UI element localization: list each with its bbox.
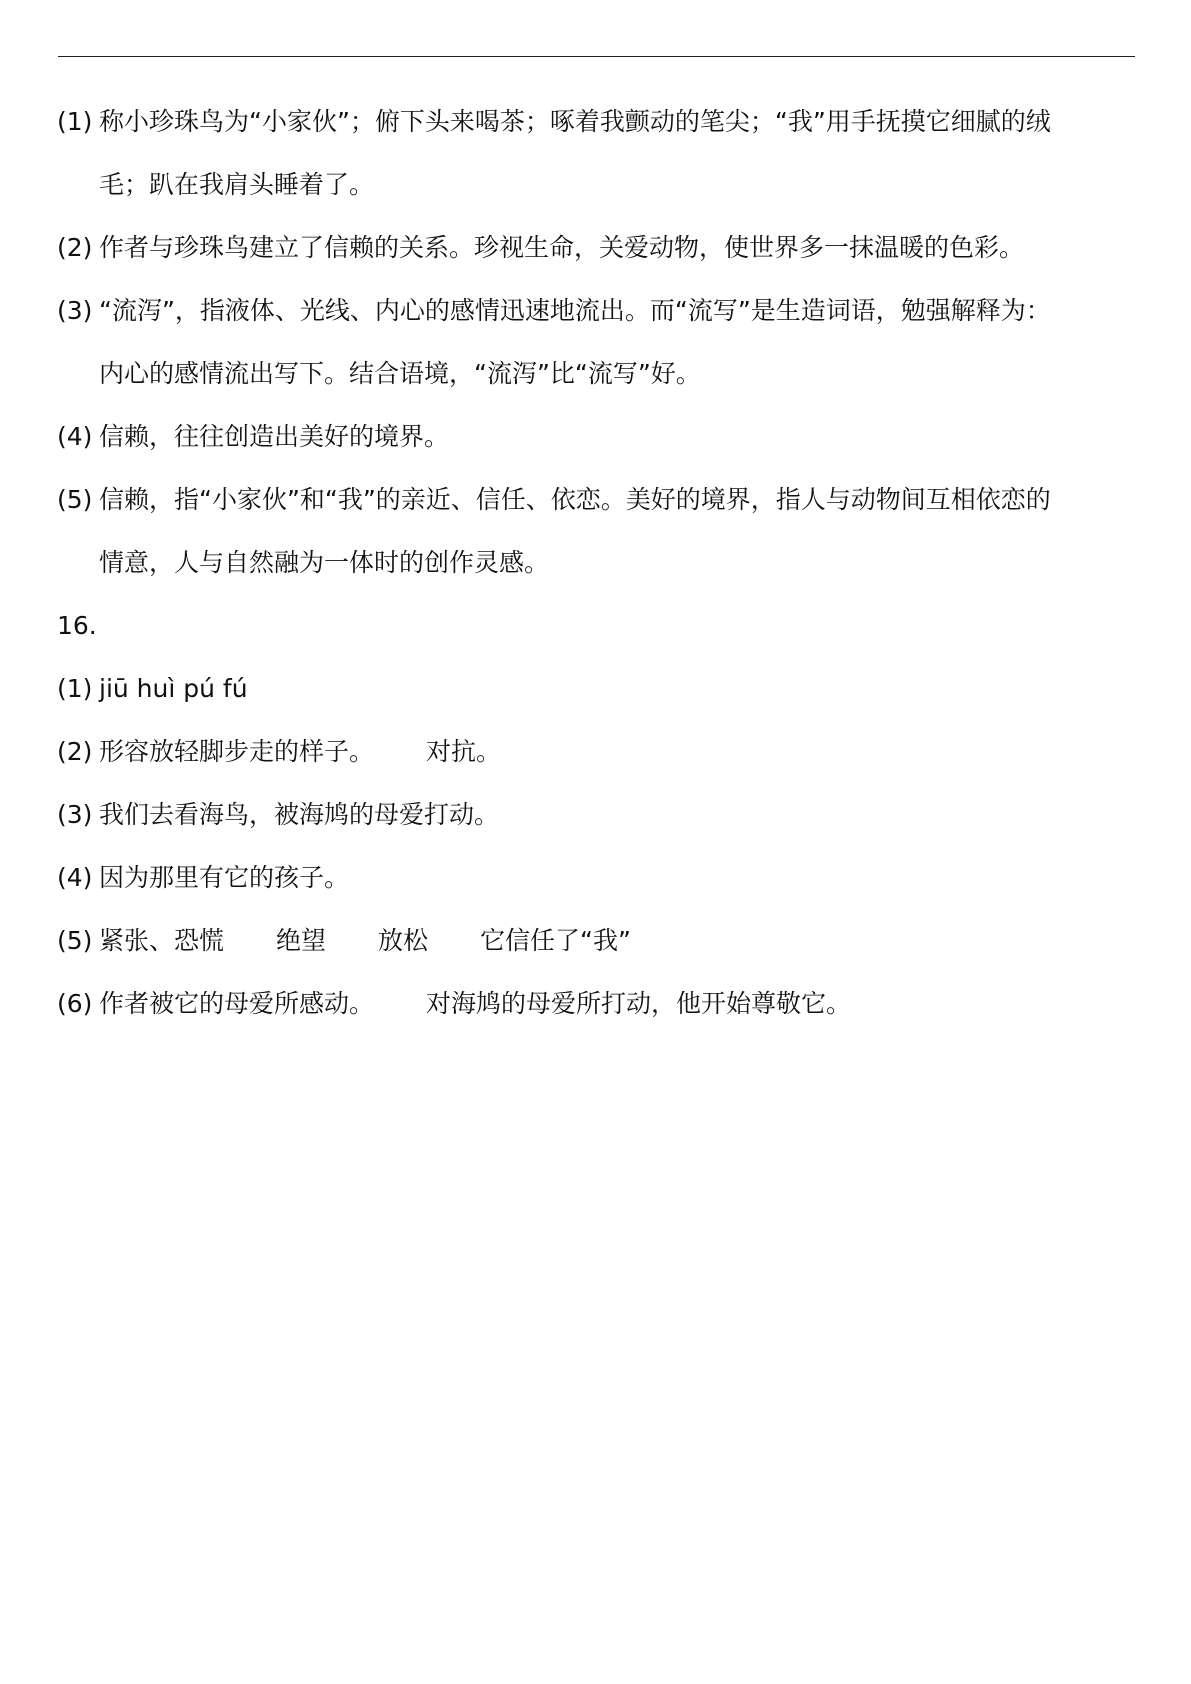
item-number: (1) — [57, 107, 93, 136]
answer-line — [57, 909, 1142, 972]
answer-text: 我们去看海鸟，被海鸠的母爱打动。 — [99, 800, 500, 829]
item-number: (3) — [57, 296, 93, 325]
item-number: (2) — [57, 737, 93, 766]
answer-content — [57, 90, 1142, 1035]
answer-line — [57, 720, 1142, 783]
item-number: (5) — [57, 485, 93, 514]
answer-line — [57, 657, 1142, 720]
item-number: (6) — [57, 989, 93, 1018]
answer-continuation: 情意，人与自然融为一体时的创作灵感。 — [99, 548, 550, 577]
answer-text: 对抗。 — [426, 737, 502, 766]
item-number: (4) — [57, 422, 93, 451]
answer-text: 因为那里有它的孩子。 — [99, 863, 350, 892]
answer-line — [57, 279, 1142, 342]
answer-text: 信赖，指“小家伙”和“我”的亲近、信任、依恋。美好的境界，指人与动物间互相依恋的 — [99, 485, 1051, 514]
answer-text: 它信任了“我” — [480, 926, 631, 955]
answer-text: 信赖，往往创造出美好的境界。 — [99, 422, 450, 451]
answer-text: 作者与珍珠鸟建立了信赖的关系。珍视生命，关爱动物，使世界多一抹温暖的色彩。 — [99, 233, 1025, 262]
answer-line — [57, 468, 1142, 531]
answer-text: 形容放轻脚步走的样子。 — [99, 737, 375, 766]
answer-continuation: 毛；趴在我肩头睡着了。 — [99, 170, 375, 199]
item-number: (4) — [57, 863, 93, 892]
answer-line — [57, 405, 1142, 468]
answer-text: “流泻”，指液体、光线、内心的感情迅速地流出。而“流写”是生造词语，勉强解释为： — [99, 296, 1051, 325]
answer-line — [57, 90, 1142, 153]
answer-text: 作者被它的母爱所感动。 — [99, 989, 375, 1018]
answer-line — [57, 846, 1142, 909]
item-number: (2) — [57, 233, 93, 262]
answer-line — [57, 216, 1142, 279]
pinyin-answer: jiū huì pú fú — [99, 674, 248, 703]
question-number: 16. — [57, 611, 97, 640]
answer-text: 称小珍珠鸟为“小家伙”；俯下头来喝茶；啄着我颤动的笔尖；“我”用手抚摸它细腻的绒 — [99, 107, 1051, 136]
answer-text: 对海鸠的母爱所打动，他开始尊敬它。 — [426, 989, 852, 1018]
answer-text: 放松 — [378, 926, 429, 955]
item-number: (1) — [57, 674, 93, 703]
header-rule — [58, 56, 1135, 57]
answer-text: 紧张、恐慌 — [99, 926, 225, 955]
item-number: (5) — [57, 926, 93, 955]
answer-line — [57, 972, 1142, 1035]
answer-text: 绝望 — [276, 926, 327, 955]
answer-continuation: 内心的感情流出写下。结合语境，“流泻”比“流写”好。 — [99, 359, 701, 388]
answer-line — [57, 783, 1142, 846]
item-number: (3) — [57, 800, 93, 829]
